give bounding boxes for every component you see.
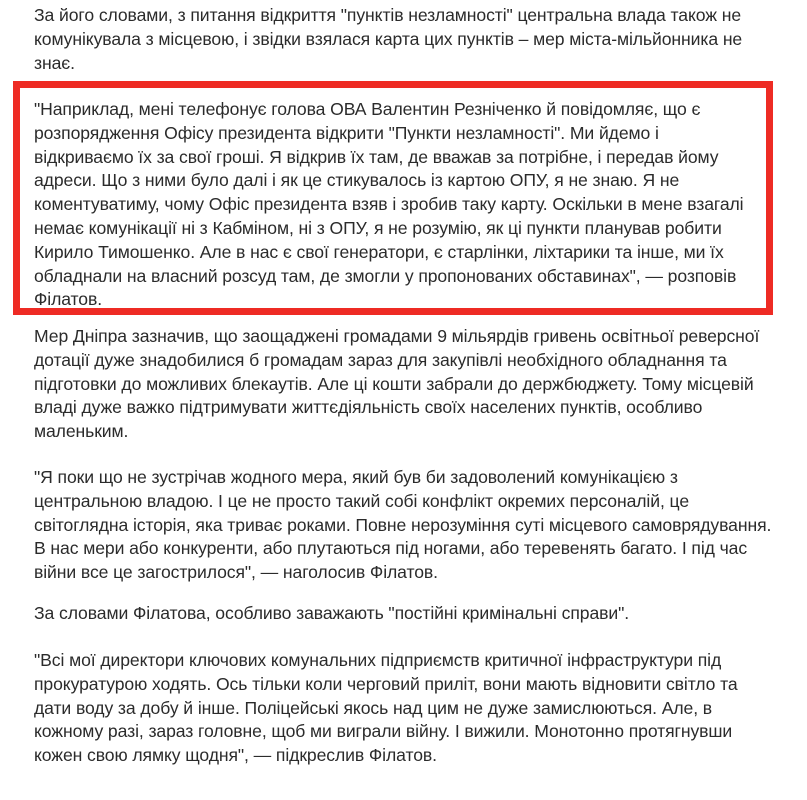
highlighted-quote-frame: [13, 81, 773, 315]
paragraph-criminal-cases: За словами Філатова, особливо заважають "постійні кримінальні справи".: [34, 603, 630, 623]
quote-central-authority: "Я поки що не зустрічав жодного мера, який був би задоволений комунікацією з центральною владою. І це не просто такий собі конфлікт окремих персоналій, це світоглядна історія, яка триває роками. Повне нерозуміння суті місцевого самоврядування. В нас мери або конкуренти, або плутаються під ногами, або теревенять багато. І під час війни все це загострилося", — наголосив Філатов.: [34, 467, 772, 583]
paragraph-intro: За його словами, з питання відкриття "пунктів незламності" центральна влада також не комунікувала з місцевою, і звідки взялася карта цих пунктів – мер міста-мільйонника не знає.: [34, 5, 743, 73]
highlighted-quote: "Наприклад, мені телефонує голова ОВА Валентин Резніченко й повідомляє, що є розпорядження Офісу президента відкрити "Пункти незламності". Ми йдемо і відкриваємо їх за свої гроші. Я відкрив їх там, де вважав за потрібне, і передав йому адреси. Що з ними було далі і як це стикувалось із картою ОПУ, я не знаю. Я не коментуватиму, чому Офіс президента взяв і зробив таку карту. Оскільки в мене взагалі немає комунікації ні з Кабміном, ні з ОПУ, я не розумію, як ці пункти планував робити Кирило Тимошенко. Але в нас є свої генератори, є старлінки, ліхтарики та інше, ми їх обладнали на власний розсуд там, де змогли у пропонованих обставинах", — розповів Філатов.: [34, 99, 744, 310]
quote-utility-directors: "Всі мої директори ключових комунальних підприємств критичної інфраструктури під прокуратурою ходять. Ось тільки коли черговий приліт, вони мають відновити світло та дати воду за добу й інше. Поліцейські якось над цим не дуже замислюються. Але, в кожному разі, зараз головне, щоб ми виграли війну. І вижили. Монотонно протягнувши кожен свою лямку щодня", — підкреслив Філатов.: [34, 650, 738, 766]
paragraph-reverse-subsidy: Мер Дніпра зазначив, що заощаджені громадами 9 мільярдів гривень освітньої реверсної дотації дуже знадобилися б громадам зараз для закупівлі необхідного обладнання та підготовки до можливих блекаутів. Але ці кошти забрали до держбюджету. Тому місцевій владі дуже важко підтримувати життєдіяльність своїх населених пунктів, особливо маленьким.: [34, 326, 760, 442]
